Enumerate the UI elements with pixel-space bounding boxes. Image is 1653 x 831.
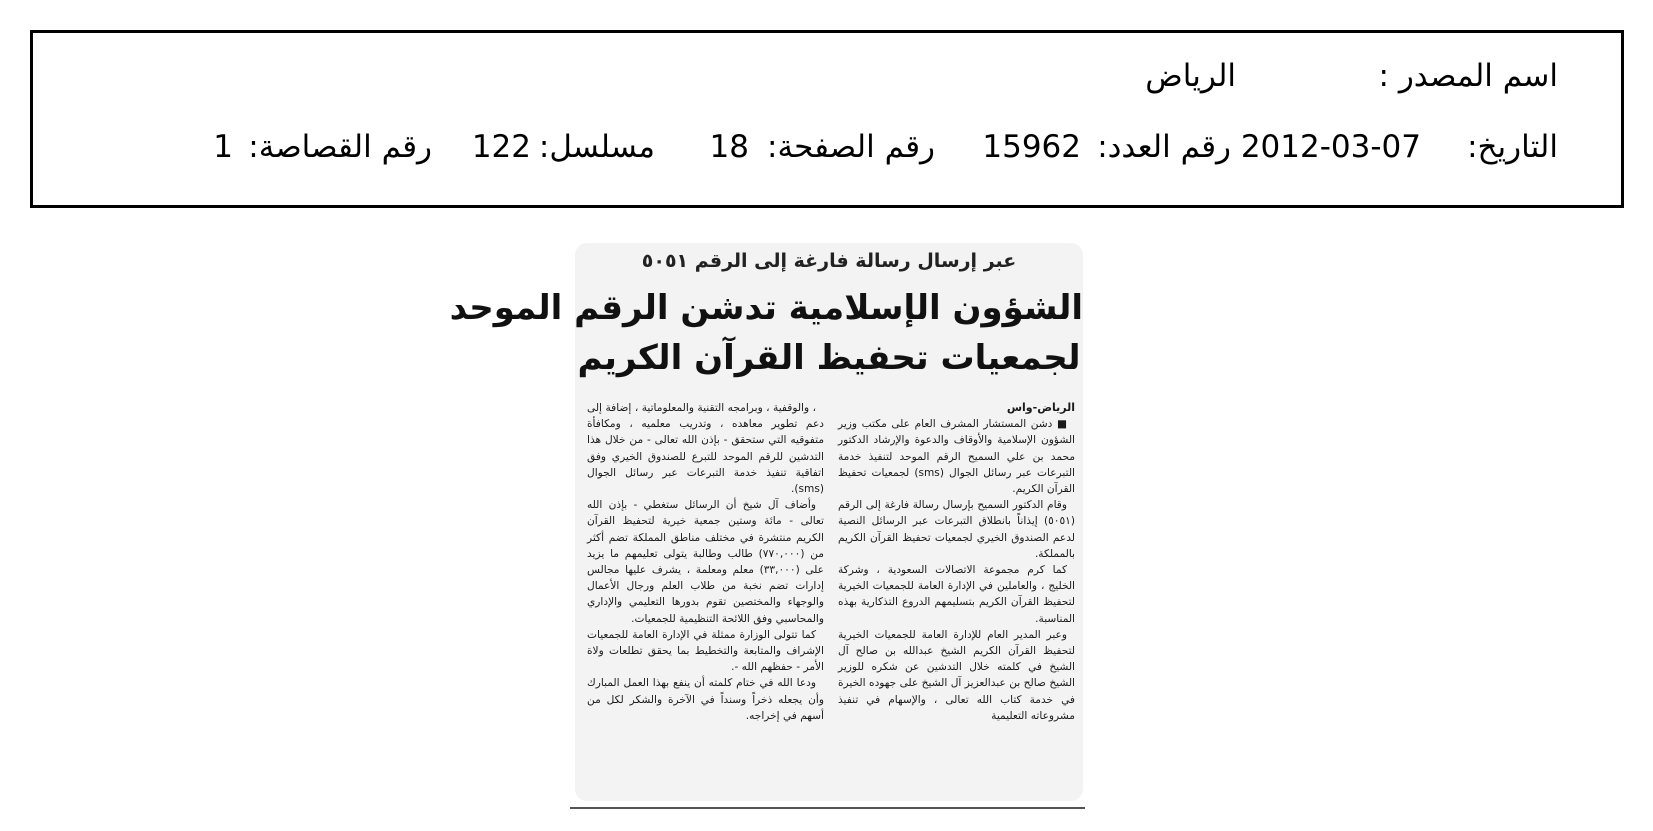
article-paragraph: وعبر المدير العام للإدارة العامة للجمعيات الخيرية لتحفيظ القرآن الكريم الشيخ عبدالله بن صالح آل الشيخ في كلمته خلال التدشين عن شكره للوزير الشيخ صالح بن عبدالعزيز آل الشيخ على جهوده الخيرة في خدمة كتاب الله تعالى ، والإسهام في تنفيذ مشروعاته التعليمية (838, 628, 1075, 722)
article-headline-line-2: لجمعيات تحفيظ القرآن الكريم (577, 338, 1081, 378)
article-column-right (838, 400, 1075, 796)
date-value: 2012-03-07 (1240, 129, 1421, 165)
article-dateline: الرياض-واس (1006, 401, 1075, 414)
article-paragraph: ■ دشن المستشار المشرف العام على مكتب وزير الشؤون الإسلامية والأوقاف والدعوة والإرشاد الدكتور محمد بن علي السميح الرقم الموحد لتنفيذ خدمة التبرعات عبر رسائل الجوال (sms) لجمعيات تحفيظ القرآن الكريم. (838, 418, 1075, 496)
serial-label: مسلسل: (538, 129, 655, 165)
issue-value: 15962 (982, 129, 1081, 165)
page-value: 18 (709, 129, 749, 165)
clip-label: رقم القصاصة: (248, 129, 432, 165)
article-paragraph: ، والوقفية ، وبرامجه التقنية والمعلوماتية ، إضافة إلى دعم تطوير معاهده ، وتدريب معلميه ، ومكافأة متفوقيه التي ستحقق - بإذن الله تعالى - من خلال هذا التدشين للرقم الموحد للتبرع للصندوق الخيري وفق اتفاقية تنفيذ خدمة التبرعات عبر رسائل الجوال (sms). (587, 402, 824, 496)
article-paragraph: وقام الدكتور السميح بإرسال رسالة فارغة إلى الرقم (٥٠٥١) إيذاناً بانطلاق التبرعات عبر الرسائل النصية لدعم الصندوق الخيري لجمعيات تحفيظ القرآن الكريم بالمملكة. (838, 499, 1075, 560)
issue-label: رقم العدد: (1097, 129, 1231, 165)
metadata-box (30, 30, 1624, 208)
serial-value: 122 (471, 129, 531, 165)
article-kicker: عبر إرسال رسالة فارغة إلى الرقم ٥٠٥١ (641, 250, 1017, 272)
article-paragraph: ودعا الله في ختام كلمته أن ينفع بهذا العمل المبارك وأن يجعله ذخراً وسنداً في الآخرة والشكر لكل من أسهم في إخراجه. (587, 677, 824, 722)
date-label: التاريخ: (1467, 129, 1558, 165)
clip-value: 1 (213, 129, 233, 165)
article-paragraph: وأضاف آل شيخ أن الرسائل ستغطي - بإذن الله تعالى - مائة وستين جمعية خيرية لتحفيظ القرآن الكريم منتشرة في مختلف مناطق المملكة تضم أكثر من (٧٧٠,٠٠٠) طالب وطالبة يتولى تعليمهم ما يزيد على (٣٣,٠٠٠) معلم ومعلمة ، يشرف عليها مجالس إدارات تضم نخبة من طلاب العلم ورجال الأعمال والوجهاء والمختصين تقوم بدورها التعليمي والإداري والمحاسبي وفق اللائحة التنظيمية للجمعيات. (587, 499, 824, 625)
article-column-left (587, 400, 824, 796)
article-headline-line-1: الشؤون الإسلامية تدشن الرقم الموحد (449, 288, 1083, 328)
source-label: اسم المصدر : (1378, 58, 1558, 94)
source-value: الرياض (1145, 58, 1236, 94)
article-paragraph: كما تتولى الوزارة ممثلة في الإدارة العامة للجمعيات الإشراف والمتابعة والتخطيط بما يحقق تطلعات ولاة الأمر - حفظهم الله -. (587, 628, 824, 674)
page-label: رقم الصفحة: (767, 129, 935, 165)
divider-line (570, 807, 1085, 809)
newspaper-clipping (449, 243, 1083, 801)
article-paragraph: كما كرم مجموعة الاتصالات السعودية ، وشركة الخليج ، والعاملين في الإدارة العامة للجمعيات الخيرية لتحفيظ القرآن الكريم بتسليمهم الدروع التذكارية بهذه المناسبة. (838, 564, 1075, 625)
